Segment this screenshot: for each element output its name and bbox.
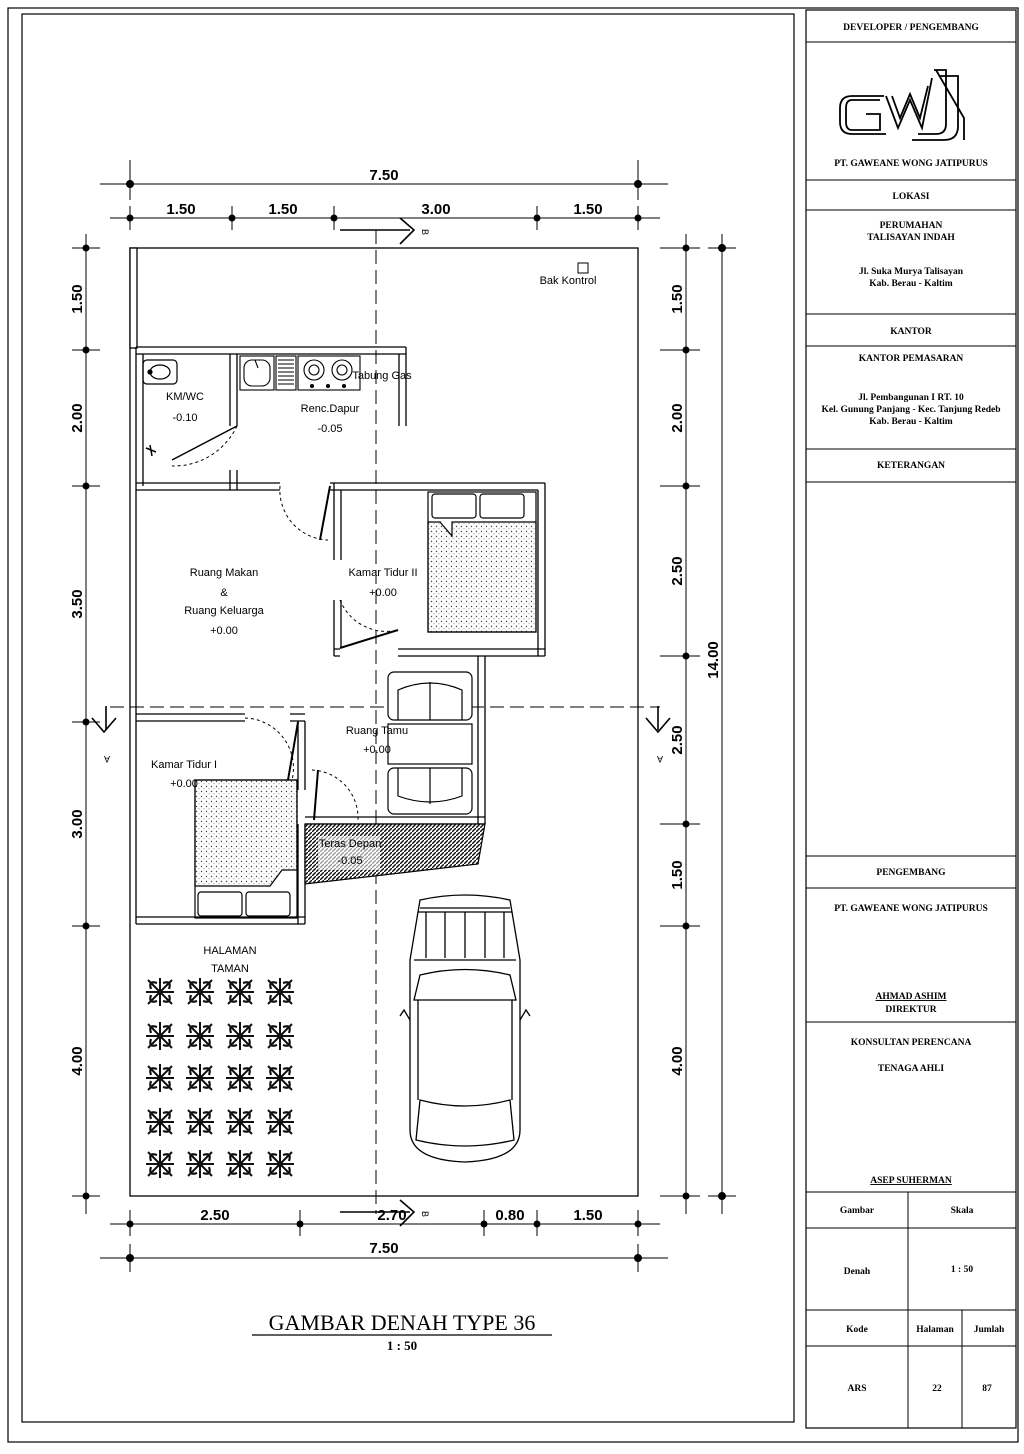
bed-kamar-2 — [428, 492, 536, 632]
skala-value: 1 : 50 — [950, 1265, 974, 1275]
office-addr2: Kel. Gunung Panjang - Kec. Tanjung Redeb — [821, 405, 1001, 415]
kode-value: ARS — [847, 1384, 867, 1394]
konsultan-header: KONSULTAN PERENCANA — [850, 1038, 972, 1048]
company-logo — [0, 0, 964, 140]
label-halaman-2: TAMAN — [211, 963, 249, 975]
dim-right-seg: 1.50 — [669, 860, 686, 890]
dim-right-seg: 1.50 — [669, 284, 686, 314]
gas-stove-icon — [298, 356, 360, 390]
project-line1: PERUMAHAN — [879, 221, 943, 231]
label-kt2: Kamar Tidur II — [348, 567, 418, 579]
director-name: AHMAD ASHIM — [875, 992, 947, 1002]
lokasi-header: LOKASI — [892, 192, 930, 202]
sink-icon — [240, 356, 296, 390]
dim-bottom-seg: 1.50 — [573, 1207, 603, 1224]
label-tabung-gas: Tabung Gas — [352, 370, 412, 382]
section-label-a: A — [656, 754, 664, 764]
kantor-header: KANTOR — [890, 327, 932, 337]
dim-left-seg: 3.50 — [69, 589, 86, 619]
label-tamu: Ruang Tamu — [345, 725, 409, 737]
jumlah-value: 87 — [982, 1384, 992, 1394]
dim-left-seg: 4.00 — [69, 1046, 86, 1076]
label-bak-kontrol: Bak Kontrol — [539, 275, 597, 287]
address-line1: Jl. Suka Murya Talisayan — [858, 267, 964, 277]
dim-top-seg: 1.50 — [166, 201, 196, 218]
gambar-label: Gambar — [839, 1206, 875, 1216]
jumlah-label: Jumlah — [973, 1325, 1005, 1335]
drawing-title: GAMBAR DENAH TYPE 36 — [268, 1310, 536, 1335]
tenaga-ahli: TENAGA AHLI — [877, 1064, 945, 1074]
director-title: DIREKTUR — [885, 1005, 937, 1015]
pengembang-company: PT. GAWEANE WONG JATIPURUS — [834, 904, 988, 914]
floor-plan — [130, 248, 638, 1196]
dim-top-seg: 1.50 — [268, 201, 298, 218]
dim-bottom-total: 7.50 — [369, 1240, 399, 1257]
level-kmwc: -0.10 — [172, 412, 198, 424]
drawing-scale: 1 : 50 — [386, 1338, 418, 1353]
dim-bottom-seg: 0.80 — [495, 1207, 525, 1224]
dim-right-seg: 4.00 — [669, 1046, 686, 1076]
dim-right-total: 14.00 — [705, 641, 722, 679]
toilet-icon — [143, 360, 177, 384]
dim-right-seg: 2.00 — [669, 403, 686, 433]
section-label-a: A — [103, 754, 111, 764]
outer-border — [8, 8, 1018, 1442]
skala-label: Skala — [950, 1206, 974, 1216]
dim-top-seg: 1.50 — [573, 201, 603, 218]
gambar-value: Denah — [843, 1267, 871, 1277]
level-tamu: +0.00 — [363, 744, 391, 756]
company-name: PT. GAWEANE WONG JATIPURUS — [834, 159, 988, 169]
office-addr1: Jl. Pembangunan I RT. 10 — [858, 393, 964, 403]
pengembang-header: PENGEMBANG — [876, 868, 946, 878]
label-kt1: Kamar Tidur I — [150, 759, 218, 771]
level-kt2: +0.00 — [369, 587, 397, 599]
label-kmwc: KM/WC — [166, 391, 204, 403]
label-makan-1: Ruang Makan — [189, 567, 259, 579]
level-kt1: +0.00 — [170, 778, 198, 790]
level-dapur: -0.05 — [317, 423, 343, 435]
label-makan-2: & — [220, 587, 228, 599]
label-teras: Teras Depan — [318, 838, 382, 850]
dim-left-seg: 3.00 — [69, 809, 86, 839]
halaman-label: Halaman — [916, 1325, 954, 1335]
label-halaman-1: HALAMAN — [203, 945, 257, 957]
garden-shrubs — [146, 978, 294, 1178]
bed-kamar-1 — [195, 780, 297, 918]
dim-left-seg: 2.00 — [69, 403, 86, 433]
dim-left-seg: 1.50 — [69, 284, 86, 314]
bak-kontrol-icon — [578, 263, 588, 273]
dim-bottom-seg: 2.70 — [377, 1207, 407, 1224]
project-line2: TALISAYAN INDAH — [867, 233, 955, 243]
kode-label: Kode — [846, 1325, 868, 1335]
halaman-value: 22 — [932, 1384, 942, 1394]
level-teras: -0.05 — [337, 855, 363, 867]
car-icon — [400, 895, 530, 1162]
office-name: KANTOR PEMASARAN — [858, 354, 964, 364]
dim-top-total: 7.50 — [369, 167, 399, 184]
address-line2: Kab. Berau - Kaltim — [869, 279, 953, 289]
section-label-b: B — [420, 228, 430, 236]
dim-top-seg: 3.00 — [421, 201, 451, 218]
sofa-set — [388, 672, 472, 814]
expert-name: ASEP SUHERMAN — [870, 1176, 952, 1186]
section-label-b: B — [420, 1210, 430, 1218]
label-makan-3: Ruang Keluarga — [184, 605, 264, 617]
developer-header: DEVELOPER / PENGEMBANG — [843, 23, 979, 33]
office-addr3: Kab. Berau - Kaltim — [869, 417, 953, 427]
dim-right-seg: 2.50 — [669, 556, 686, 586]
dim-bottom-seg: 2.50 — [200, 1207, 230, 1224]
dim-right-seg: 2.50 — [669, 725, 686, 755]
label-dapur: Renc.Dapur — [300, 403, 360, 415]
level-makan: +0.00 — [210, 625, 238, 637]
keterangan-header: KETERANGAN — [876, 461, 946, 471]
